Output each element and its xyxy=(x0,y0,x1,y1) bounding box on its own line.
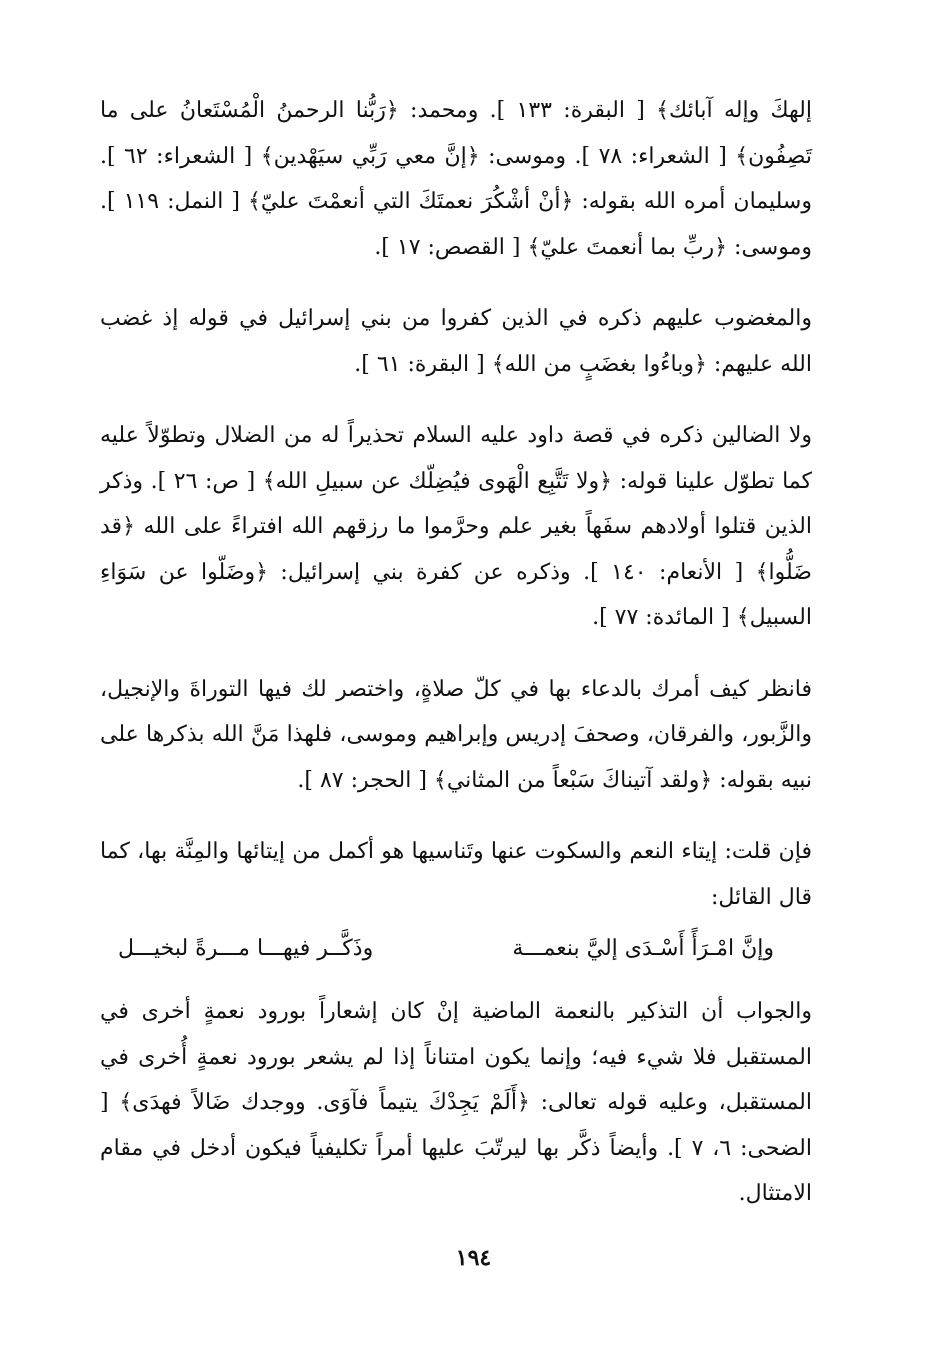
verse-second-hemistich: وذَكَّــر فيهـــا مـــرةً لبخيـــل xyxy=(118,936,374,961)
paragraph-3: ولا الضالين ذكره في قصة داود عليه السلام تحذيراً له من الضلال وتطوّلاً عليه كما تطوّل علينا قوله: ﴿ولا تَتَّبِع الْهَوى فيُضِلّك عن سبيلِ الله﴾ [ ص: ٢٦ ]. وذكر الذين قتلوا أولادهم سفَهاً بغير علم وحرَّموا ما رزقهم الله افتراءً على الله ﴿قد ضَلُّوا﴾ [ الأنعام: ١٤٠ ]. وذكره عن كفرة بني إسرائيل: ﴿وضَلّوا عن سَوَاءِ السبيل﴾ [ المائدة: ٧٧ ]. xyxy=(100,423,812,630)
poetry-verse xyxy=(118,926,774,971)
page-body xyxy=(100,88,812,1243)
paragraph-2: والمغضوب عليهم ذكره في الذين كفروا من بني إسرائيل في قوله إذ غضب الله عليهم: ﴿وباءُوا بغضَبٍ من الله﴾ [ البقرة: ٦١ ]. xyxy=(100,306,812,377)
paragraph-1: إلهكَ وإله آبائك﴾ [ البقرة: ١٣٣ ]. ومحمد: ﴿رَبُّنا الرحمنُ الْمُسْتَعانُ على ما تَصِفُون﴾ [ الشعراء: ٧٨ ]. وموسى: ﴿إنَّ معي رَبِّي سيَهْدين﴾ [ الشعراء: ٦٢ ]. وسليمان أمره الله بقوله: ﴿أنْ أشْكُرَ نعمتَكَ التي أنعمْتَ عليّ﴾ [ النمل: ١١٩ ]. وموسى: ﴿ربِّ بما أنعمتَ عليّ﴾ [ القصص: ١٧ ]. xyxy=(100,98,812,260)
paragraph-4: فانظر كيف أمرك بالدعاء بها في كلّ صلاةٍ، واختصر لك فيها التوراةَ والإنجيل، والزَّبور، والفرقان، وصحفَ إدريس وإبراهيم وموسى، فلهذا مَنَّ الله بذكرها على نبيه بقوله: ﴿ولقد آتيناكَ سَبْعاً من المثاني﴾ [ الحجر: ٨٧ ]. xyxy=(100,676,812,793)
page-number: ١٩٤ xyxy=(455,1245,492,1271)
paragraph-6: والجواب أن التذكير بالنعمة الماضية إنْ كان إشعاراً بورود نعمةٍ أخرى في المستقبل فلا شيء فيه؛ وإنما يكون امتناناً إذا لم يشعر بورود نعمةٍ أُخرى في المستقبل، وعليه قوله تعالى: ﴿أَلَمْ يَجِدْكَ يتيماً فآوَى. ووجدك ضَالاً فهدَى﴾ [ الضحى: ٦، ٧ ]. وأيضاً ذكَّر بها ليرتّبَ عليها أمراً تكليفياً فيكون أدخل في مقام الامتثال. xyxy=(100,999,812,1206)
verse-first-hemistich: وإنَّ امْـرَأً أَسْـدَى إليَّ بنعمـــة xyxy=(512,936,774,961)
paragraph-5: فإن قلت: إيتاء النعم والسكوت عنها وتَناسيها هو أكمل من إيتائها والمِنَّة بها، كما قال القائل: xyxy=(100,839,812,910)
